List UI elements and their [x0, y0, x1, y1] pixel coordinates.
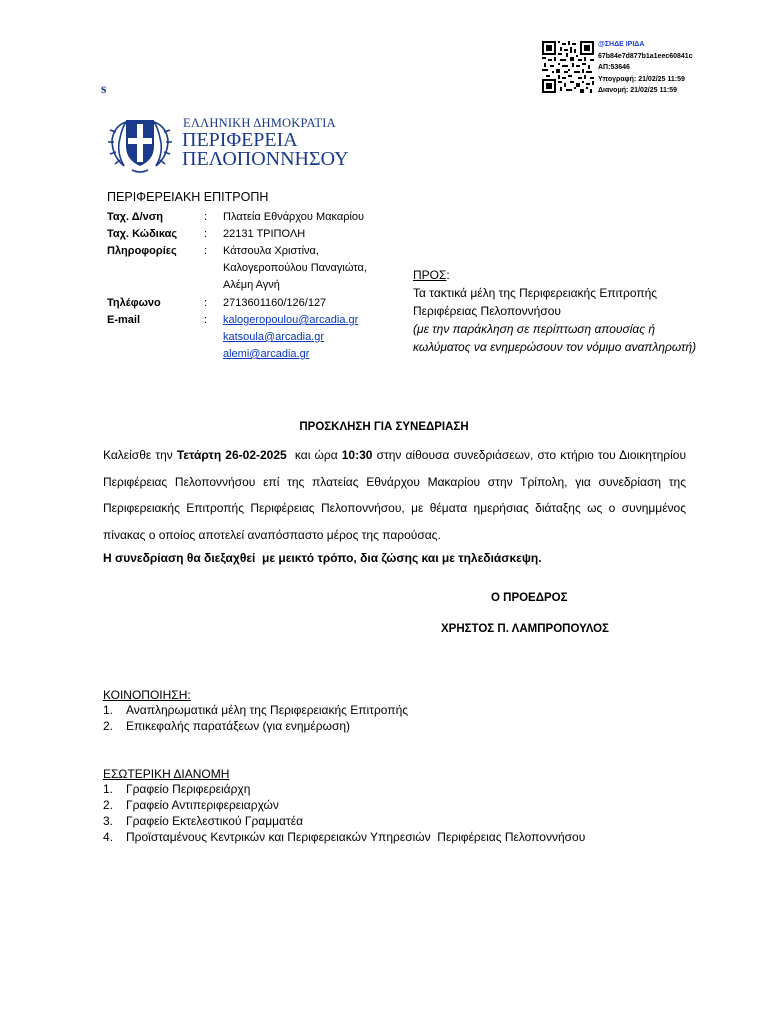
cc-heading-colon: :: [187, 688, 191, 702]
email-label: E-mail: [107, 314, 141, 326]
signature-role: Ο ΠΡΟΕΔΡΟΣ: [491, 592, 568, 604]
recipient-block: [413, 266, 703, 356]
logo-name: [182, 131, 349, 169]
email-link-3[interactable]: alemi@arcadia.gr: [223, 348, 310, 360]
list-item: 3. Γραφείο Εκτελεστικού Γραμματέα: [103, 814, 304, 828]
logo-line-1: ΕΛΛΗΝΙΚΗ ΔΗΜΟΚΡΑΤΙΑ: [183, 116, 336, 130]
list-item: 4. Προϊσταμένους Κεντρικών και Περιφερειακών Υπηρεσιών Περιφέρειας Πελοποννήσου: [103, 830, 586, 844]
list-item: 1. Αναπληρωματικά μέλη της Περιφερειακής Επιτροπής: [103, 703, 409, 717]
stamp-signature-date: Υπογραφή: 21/02/25 11:59: [598, 75, 685, 83]
postcode-value: 22131 ΤΡΙΠΟΛΗ: [223, 228, 306, 240]
colon: :: [204, 245, 208, 257]
body-text-3: στην αίθουσα συνεδριάσεων, στο κτήριο του Διοικητηρίου Περιφέρειας Πελοποννήσου επί της πλατείας Εθνάρχου Μακαρίου στην Τρίπολη, για συνεδρίαση της Περιφερειακής Επιτροπής Περιφέρειας Πελοποννήσου, με θέματα ημερήσιας διάταξης ως ο συνημμένος πίνακας ο οποίος αποτελεί αναπόσπαστο μέρος της παρούσας.: [103, 448, 687, 542]
logo-line-3: ΠΕΛΟΠΟΝΝΗΣΟΥ: [182, 148, 349, 170]
stamp-protocol-number: ΑΠ:53646: [598, 64, 630, 71]
internal-heading: ΕΣΩΤΕΡΙΚΗ ΔΙΑΝΟΜΗ: [103, 767, 230, 781]
meeting-date: Τετάρτη 26-02-2025: [176, 448, 287, 462]
list-item: 1. Γραφείο Περιφερειάρχη: [103, 782, 251, 796]
stamp-hash: 67b84e7d877b1a1eec60841c: [598, 52, 693, 60]
logo-line-2: ΠΕΡΙΦΕΡΕΙΑ: [182, 129, 298, 151]
phone-label: Τηλέφωνο: [107, 297, 161, 309]
qr-code: [542, 41, 594, 93]
contact-value-3: Αλέμη Αγνή: [223, 279, 280, 291]
meeting-mode: Η συνεδρίαση θα διεξαχθεί με μεικτό τρόπο, δια ζώσης και με τηλεδιάσκεψη.: [103, 551, 542, 565]
body-text-2: και ώρα: [286, 448, 342, 462]
list-item: 2. Γραφείο Αντιπεριφερειαρχών: [103, 798, 279, 812]
signature-name: ΧΡΗΣΤΟΣ Π. ΛΑΜΠΡΟΠΟΥΛΟΣ: [441, 623, 609, 635]
contact-value-1: Κάτσουλα Χριστίνα,: [223, 245, 319, 257]
recipient-note: (με την παράκληση σε περίπτωση απουσίας ή κωλύματος να ενημερώσουν τον νόμιμο αναπληρωτή): [413, 322, 697, 354]
contact-value-2: Καλογεροπούλου Παναγιώτα,: [223, 262, 367, 274]
stamp-brand: @ΣΗΔΕ ΙΡΙΔΑ: [598, 41, 645, 48]
internal-distribution-section: [103, 767, 586, 845]
recipient-heading: ΠΡΟΣ: [413, 268, 447, 282]
document-title: ΠΡΟΣΚΛΗΣΗ ΓΙΑ ΣΥΝΕΔΡΙΑΣΗ: [299, 421, 469, 433]
colon: :: [204, 228, 208, 240]
committee-heading: ΠΕΡΙΦΕΡΕΙΑΚΗ ΕΠΙΤΡΟΠΗ: [107, 190, 269, 204]
greek-coat-of-arms-icon: [106, 112, 174, 174]
cc-list: [103, 702, 409, 734]
body-text-1: Καλείσθε την: [103, 448, 177, 462]
colon: :: [204, 297, 208, 309]
email-link-2[interactable]: katsoula@arcadia.gr: [223, 331, 325, 343]
phone-value: 2713601160/126/127: [223, 297, 327, 309]
recipient-heading-colon: :: [446, 268, 450, 282]
recipient-line: Τα τακτικά μέλη της Περιφερειακής Επιτροπής Περιφέρειας Πελοποννήσου: [413, 286, 658, 318]
invitation-paragraph: [103, 442, 686, 548]
internal-list: [103, 781, 586, 845]
colon: :: [204, 211, 208, 223]
contact-label: Πληροφορίες: [107, 245, 177, 257]
s-mark: s: [101, 82, 107, 97]
postcode-label: Ταχ. Κώδικας: [107, 228, 178, 240]
stamp-distribution-date: Διανομή: 21/02/25 11:59: [598, 87, 677, 94]
cc-heading: ΚΟΙΝΟΠΟΙΗΣΗ: [103, 688, 188, 702]
cc-section: [103, 688, 409, 734]
list-item: 2. Επικεφαλής παρατάξεων (για ενημέρωση): [103, 719, 351, 733]
colon: :: [204, 314, 208, 326]
email-link-1[interactable]: kalogeropoulou@arcadia.gr: [223, 314, 359, 326]
address-label: Ταχ. Δ/νση: [107, 211, 164, 223]
meeting-time: 10:30: [341, 448, 373, 462]
digital-stamp: [598, 39, 693, 97]
address-value: Πλατεία Εθνάρχου Μακαρίου: [223, 211, 365, 223]
